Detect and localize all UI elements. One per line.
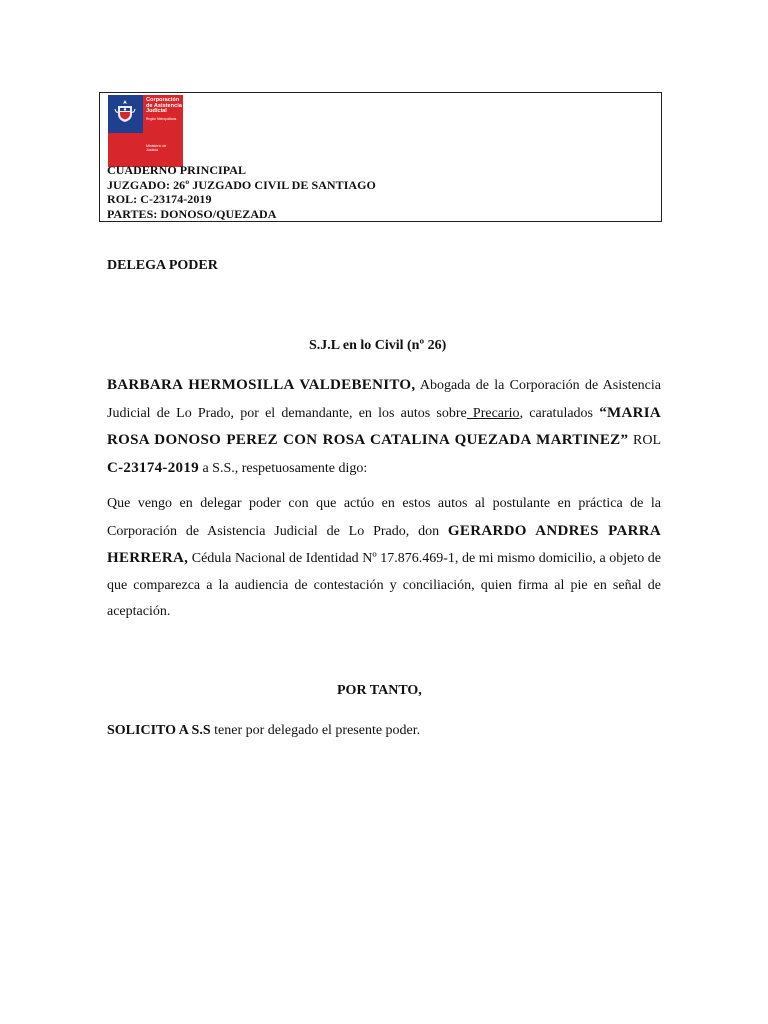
logo-ministry: Ministerio de Justicia — [146, 144, 167, 152]
header-juzgado: JUZGADO: 26º JUZGADO CIVIL DE SANTIAGO — [107, 177, 376, 192]
delegate-name: GERARDO ANDRES PARRA HERRERA, — [107, 522, 661, 566]
request-text: tener por delegado el presente poder. — [210, 723, 421, 738]
request-bold: SOLICITO A S.S — [107, 723, 211, 738]
paragraph-delegation — [107, 491, 661, 626]
case-name: “MARIA ROSA DONOSO PEREZ CON ROSA CATALINA QUEZADA MARTINEZ” — [107, 404, 661, 448]
case-rol: C-23174-2019 — [107, 459, 199, 476]
p1-text-3: ROL — [628, 433, 662, 448]
p2-text-2: Cédula Nacional de Identidad Nº 17.876.469-1, de mi mismo domicilio, a objeto de que comparezca a la audiencia de contestación y conciliación, quien firma al pie en señal de aceptación. — [107, 551, 661, 619]
logo-red-field — [108, 133, 143, 167]
logo-flag-panel — [108, 95, 143, 167]
logo-blue-field — [108, 95, 143, 133]
p1-text-2: , caratulados — [519, 405, 600, 421]
header-rol: ROL: C-23174-2019 — [107, 192, 212, 207]
paragraph-appearance — [107, 372, 661, 482]
header-cuaderno: CUADERNO PRINCIPAL — [107, 163, 247, 177]
logo-org-name: Corporación de Asistencia Judicial — [146, 97, 182, 115]
case-header — [107, 163, 376, 221]
logo-region: Región Metropolitana — [146, 117, 177, 121]
case-subject: Precario — [466, 405, 520, 421]
closing-request — [107, 723, 420, 739]
coat-of-arms-icon — [114, 99, 136, 123]
lawyer-name: BARBARA HERMOSILLA VALDEBENITO, — [107, 377, 416, 393]
document-title: DELEGA PODER — [107, 258, 218, 273]
logo-text-panel — [143, 95, 183, 167]
corporation-logo — [108, 95, 183, 167]
por-tanto-heading: POR TANTO, — [337, 683, 422, 698]
court-heading: S.J.L en lo Civil (nº 26) — [309, 338, 447, 353]
header-box — [99, 92, 662, 222]
p1-text-1: Abogada de la Corporación de Asistencia Judicial de Lo Prado, por el demandante, en los autos sobre — [107, 378, 661, 421]
p1-text-4: a S.S., respetuosamente digo: — [198, 460, 368, 476]
p2-text-1: Que vengo en delegar poder con que actúo en estos autos al postulante en práctica de la Corporación de Asistencia Judicial de Lo Prado, don — [107, 496, 661, 539]
header-partes: PARTES: DONOSO/QUEZADA — [107, 206, 277, 221]
